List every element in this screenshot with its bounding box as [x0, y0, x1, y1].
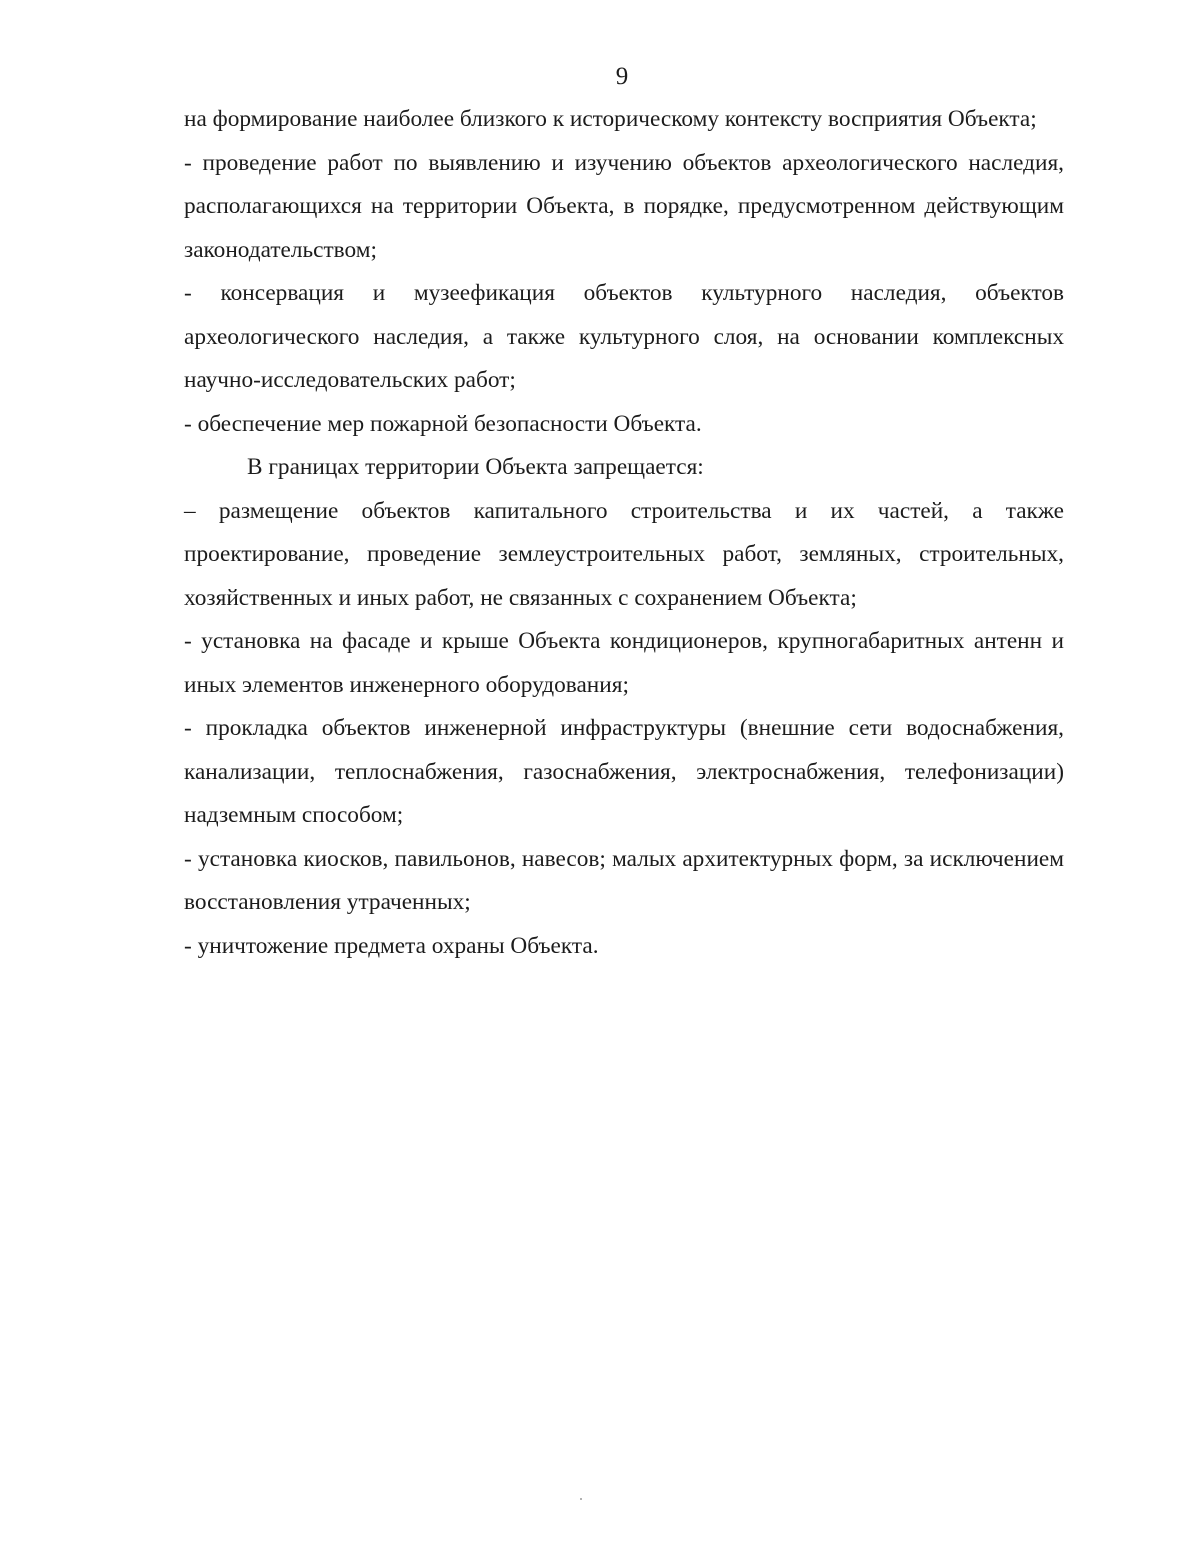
- page-number: 9: [615, 63, 629, 90]
- list-item-protection-subject: - уничтожение предмета охраны Объекта.: [184, 932, 599, 959]
- list-item-fire-safety: - обеспечение мер пожарной безопасности Объекта.: [184, 410, 702, 437]
- paragraph-perception-context: на формирование наиболее близкого к историческому контексту восприятия Объекта;: [184, 106, 1037, 132]
- list-item-conservation-museification: - консервация и музеефикация объектов культурного наследия, объектов археологического наследия, а также культурного слоя, на основании комплексных научно-исследовательских работ;: [184, 280, 1064, 393]
- list-item-archaeological-research: - проведение работ по выявлению и изучению объектов археологического наследия, располагающихся на территории Объекта, в порядке, предусмотренном действующим законодательством;: [184, 149, 1064, 263]
- list-item-capital-construction: – размещение объектов капитального строительства и их частей, а также проектирование, проведение землеустроительных работ, земляных, строительных, хозяйственных и иных работ, не связанных с сохранением Объекта;: [184, 497, 1064, 611]
- prohibitions-heading: В границах территории Объекта запрещается:: [247, 454, 704, 480]
- list-item-kiosks-pavilions: - установка киосков, павильонов, навесов; малых архитектурных форм, за исключением восстановления утраченных;: [184, 845, 1064, 915]
- list-item-engineering-networks: - прокладка объектов инженерной инфраструктуры (внешние сети водоснабжения, канализации, теплоснабжения, газоснабжения, электроснабжения, телефонизации) надземным способом;: [184, 715, 1064, 828]
- document-body: [184, 98, 1064, 968]
- list-item-facade-equipment: - установка на фасаде и крыше Объекта кондиционеров, крупногабаритных антенн и иных элементов инженерного оборудования;: [184, 628, 1064, 698]
- scan-speck: [580, 1498, 582, 1500]
